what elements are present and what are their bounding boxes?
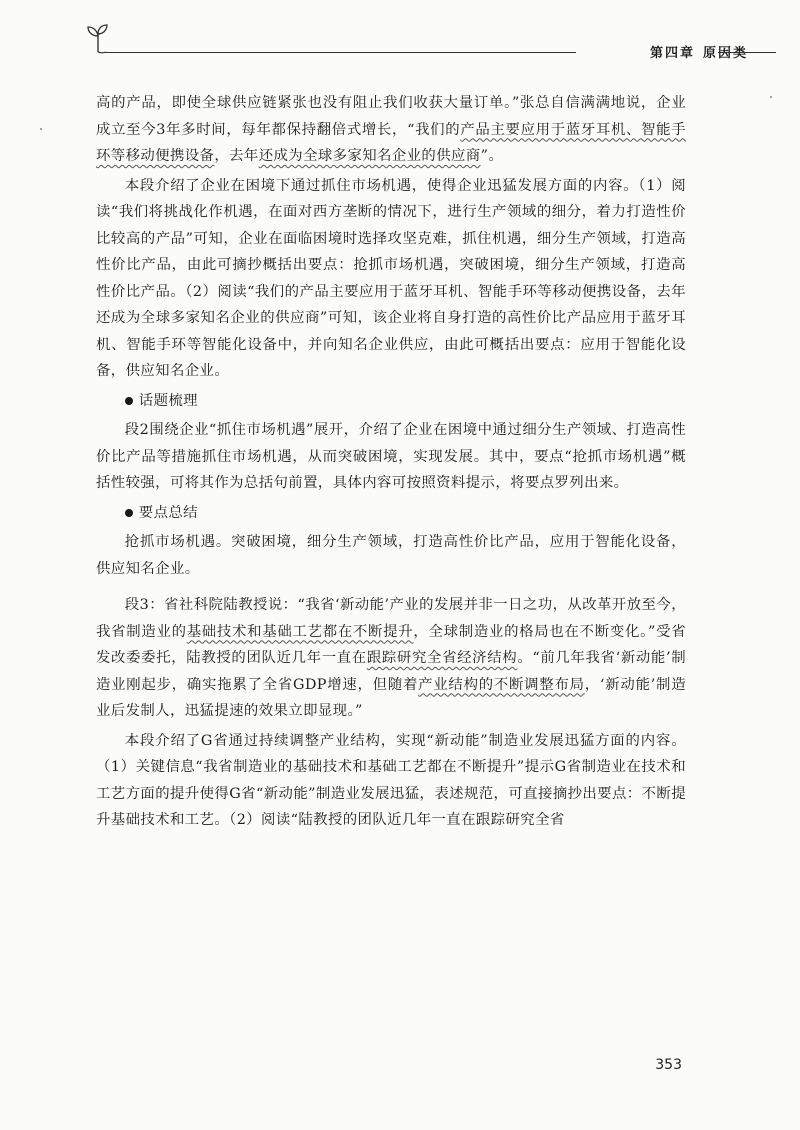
scan-speck xyxy=(770,96,772,98)
topic-heading-text: 话题梳理 xyxy=(138,392,198,409)
header-rule-left xyxy=(104,52,576,53)
scan-speck xyxy=(40,128,42,130)
p1-text-c: ”。 xyxy=(480,148,504,164)
p3-text-b: ，全球制造业的格局也在不断变化。”受省发改委委托，陆教授的团队近几年一直在 xyxy=(96,623,686,666)
paragraph-3 xyxy=(96,592,686,725)
page-body xyxy=(96,90,686,834)
running-header xyxy=(84,22,749,62)
paragraph-4-analysis: 本段介绍了G省通过持续调整产业结构，实现“新动能”制造业发展迅猛方面的内容。（1）关键信息“我省制造业的基础技术和基础工艺都在不断提升”提示G省制造业在技术和工艺方面的提升使得G省“新动能”制造业发展迅猛，表述规范，可直接摘抄出要点：不断提升基础技术和工艺。（2）阅读“陆教授的团队近几年一直在跟踪研究全省 xyxy=(96,732,686,828)
p1-text-a: 高的产品，即使全球供应链紧张也没有阻止我们收获大量订单。”张总自信满满地说，企业成立至今3年多时间，每年都保持翻倍式增长，“我们的 xyxy=(96,95,686,138)
p3-underlined-1: 基础技术和基础工艺都在不断提升 xyxy=(186,623,414,640)
topic-heading xyxy=(96,388,686,415)
chapter-number: 第四章 xyxy=(650,46,696,61)
p1-text-b: ，去年 xyxy=(214,148,259,164)
summary-heading-text: 要点总结 xyxy=(138,504,198,521)
p3-text-d: ，‘新动能’制造业后发制人，迅猛提速的效果立即显现。” xyxy=(96,676,686,719)
page-number: 353 xyxy=(655,1057,682,1073)
summary-body: 抢抓市场机遇。突破困境，细分生产领域，打造高性价比产品，应用于智能化设备，供应知名企业。 xyxy=(96,534,686,577)
p3-underlined-3: 产业结构的不断调整布局 xyxy=(418,676,585,693)
paragraph-2-analysis: 本段介绍了企业在困境下通过抓住市场机遇，使得企业迅猛发展方面的内容。（1）阅读“我们将挑战化作机遇，在面对西方垄断的情况下，进行生产领域的细分，着力打造性价比较高的产品”可知，企业在面临困境时选择攻坚克难，抓住机遇，细分生产领域，打造高性价比产品，由此可摘抄概括出要点：抢抓市场机遇，突破困境，细分生产领域，打造高性价比产品。（2）阅读“我们的产品主要应用于蓝牙耳机、智能手环等移动便携设备，去年还成为全球多家知名企业的供应商”可知，该企业将自身打造的高性价比产品应用于蓝牙耳机、智能手环等智能化设备中，并向知名企业供应，由此可概括出要点：应用于智能化设备，供应知名企业。 xyxy=(96,177,686,379)
p3-text-a: 段3：省社科院陆教授说：“我省‘新动能’产业的发展并非一日之功，从改革开放至今，我省制造业的 xyxy=(96,597,686,640)
p3-text-c: 。“前几年我省‘新动能’制造业刚起步，确实拖累了全省GDP增速，但随着 xyxy=(96,650,686,693)
paragraph-1 xyxy=(96,90,686,170)
chapter-name: 原因类 xyxy=(703,46,749,61)
header-rule-right xyxy=(718,52,776,53)
p3-underlined-2: 跟踪研究全省经济结构 xyxy=(366,650,518,666)
summary-heading xyxy=(96,500,686,527)
bullet-icon xyxy=(125,397,133,405)
topic-body: 段2围绕企业“抓住市场机遇”展开，介绍了企业在困境中通过细分生产领域、打造高性价比产品等措施抓住市场机遇，从而突破困境，实现发展。其中，要点“抢抓市场机遇”概括性较强，可将其作为总括句前置，具体内容可按照资料提示，将要点罗列出来。 xyxy=(96,422,686,491)
p1-underlined-1: 产品主要应用于蓝牙耳机、智能手环等移动便携设备 xyxy=(96,121,686,164)
p1-underlined-2: 还成为全球多家知名企业的供应商 xyxy=(258,148,481,164)
sprout-icon xyxy=(84,22,114,56)
bullet-icon xyxy=(125,509,133,517)
